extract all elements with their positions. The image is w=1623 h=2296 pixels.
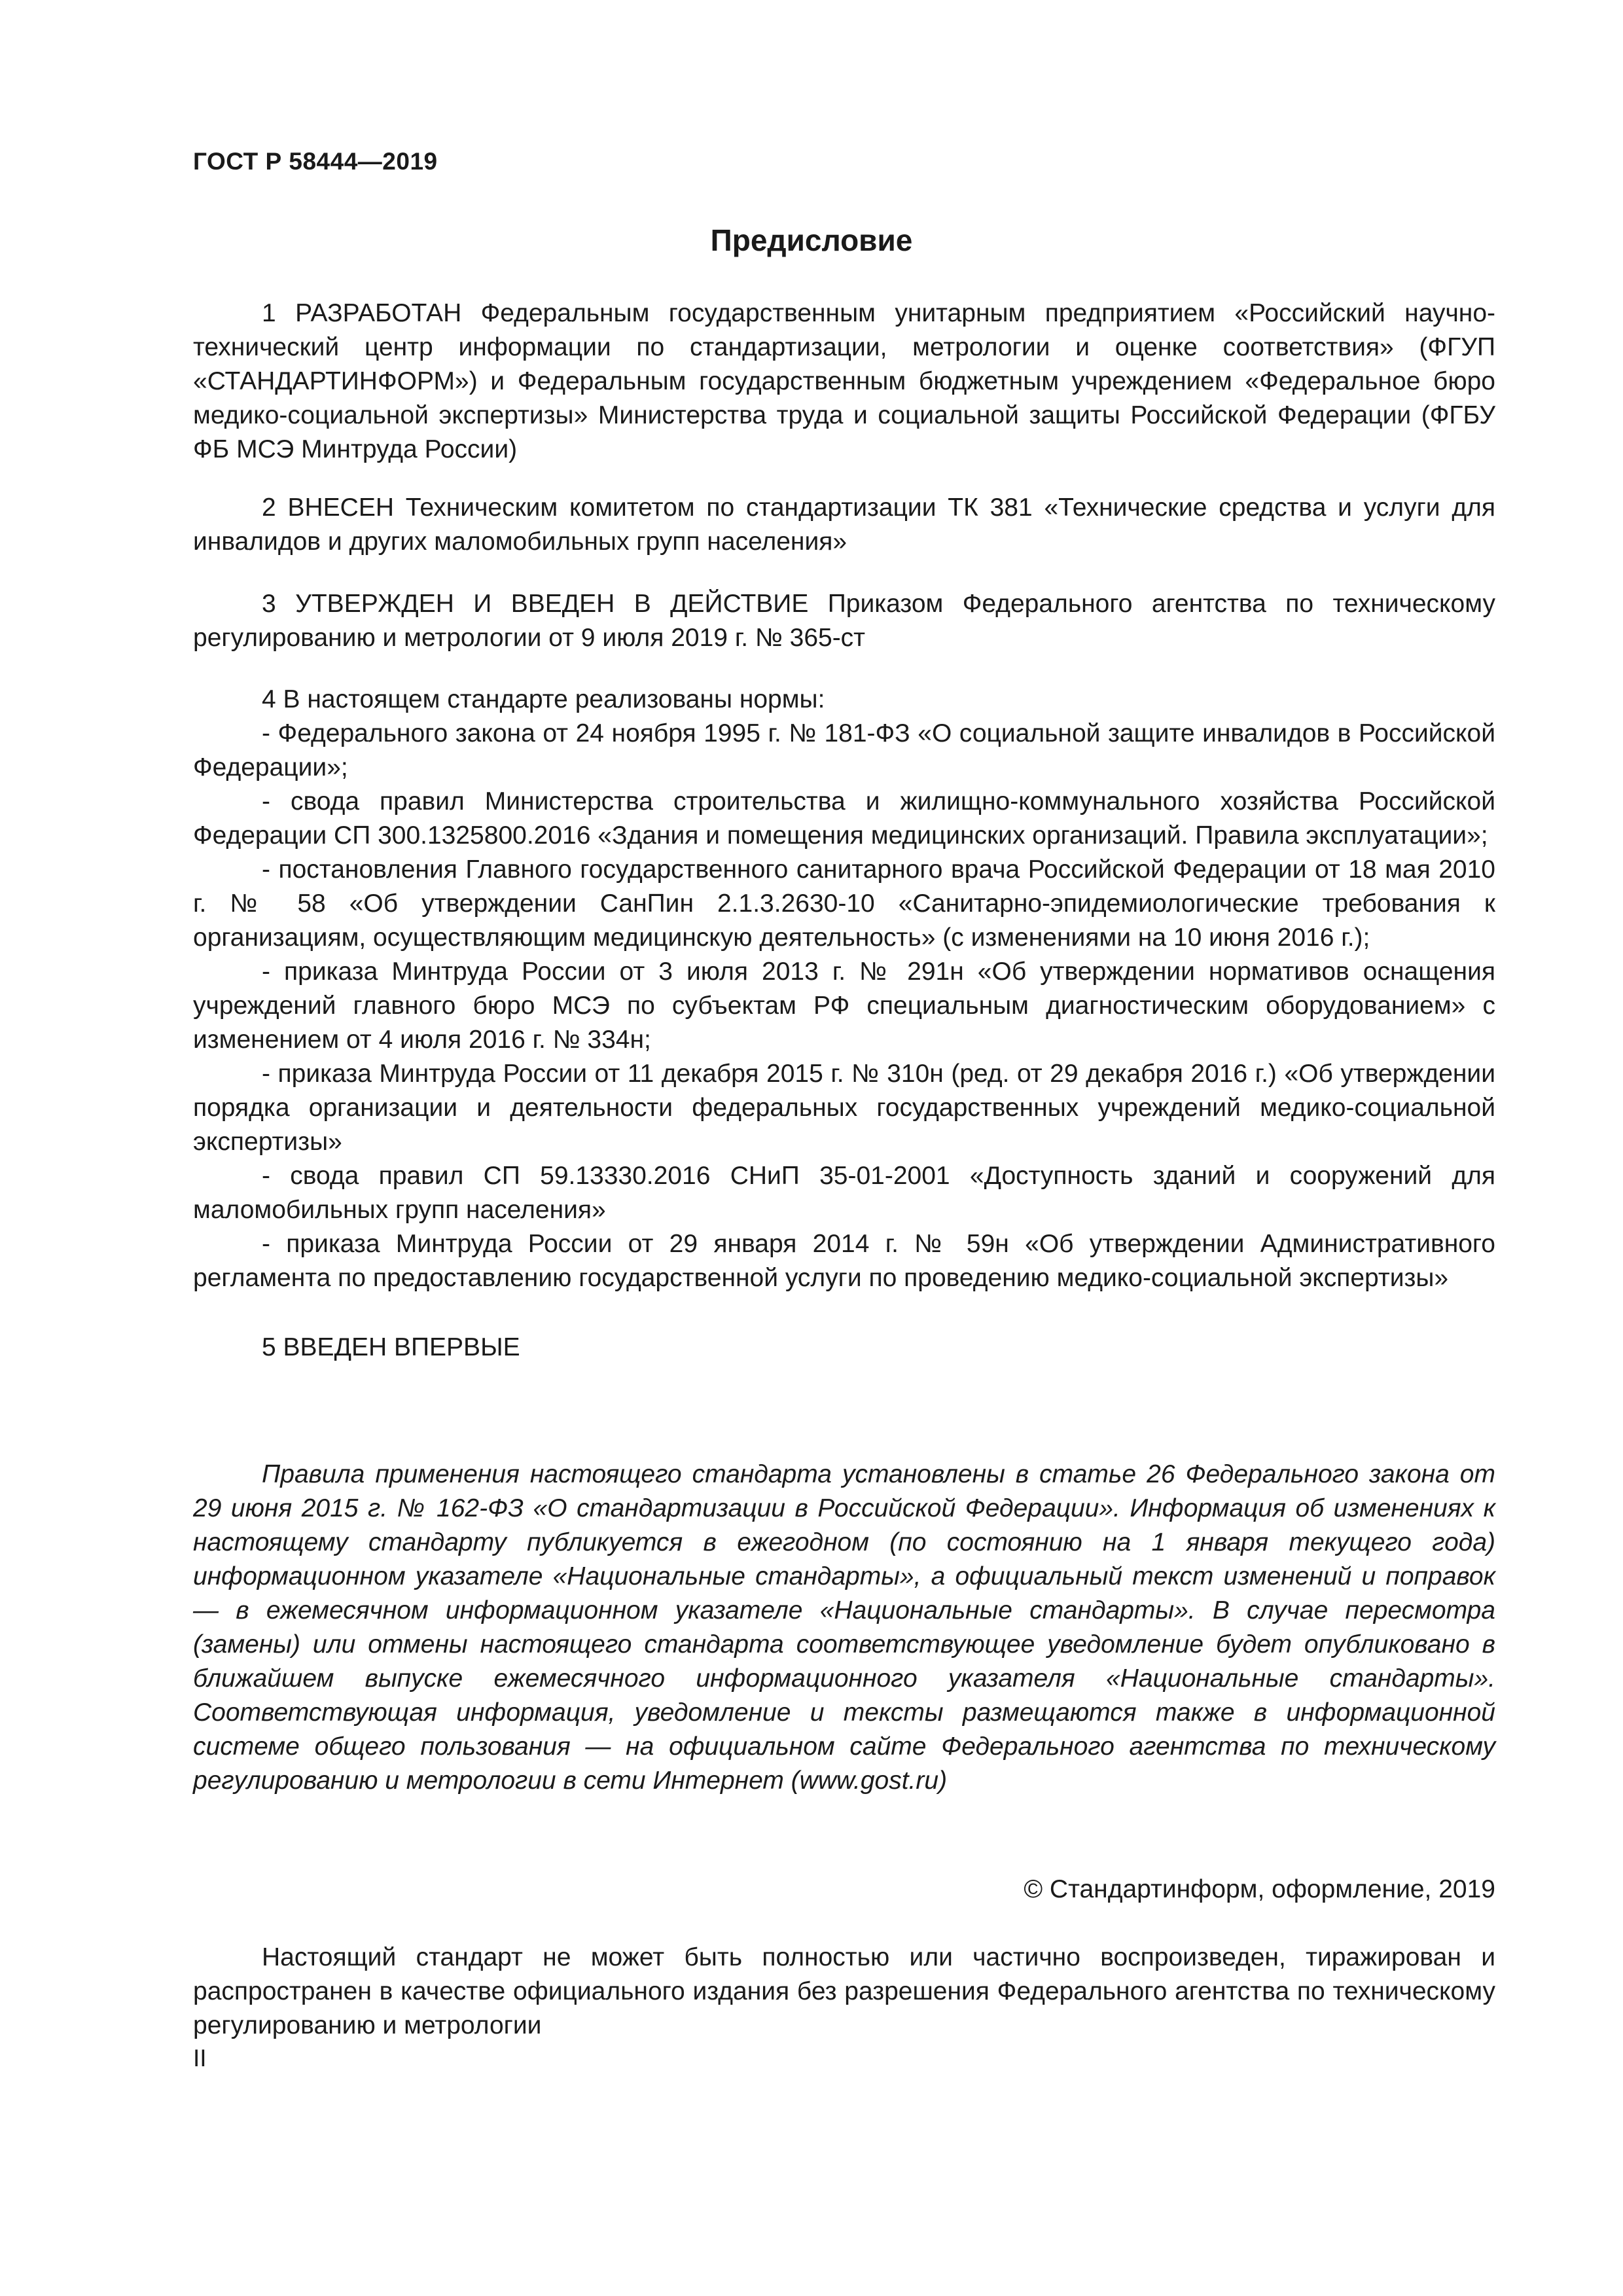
- application-rules-notice: [193, 1458, 1495, 1798]
- norm-list-item: - приказа Минтруда России от 29 января 2014 г. № 59н «Об утверждении Административного регламента по предоставлению государственной услуги по проведению медико-социальной экспертизы»: [193, 1230, 1495, 1292]
- item-5-text: 5 ВВЕДЕН ВПЕРВЫЕ: [262, 1333, 520, 1361]
- item-3-text: 3 УТВЕРЖДЕН И ВВЕДЕН В ДЕЙСТВИЕ Приказом Федерального агентства по техническому регулированию и метрологии от 9 июля 2019 г. № 365-ст: [193, 590, 1495, 652]
- page-number: II: [193, 2045, 207, 2072]
- reproduction-text: Настоящий стандарт не может быть полностью или частично воспроизведен, тиражирован и распространен в качестве официального издания без разрешения Федерального агентства по техническому регулированию и метрологии: [193, 1943, 1495, 2039]
- item-1-text: 1 РАЗРАБОТАН Федеральным государственным унитарным предприятием «Российский научно-технический центр информации по стандартизации, метрологии и оценке соответствия» (ФГУП «СТАНДАРТИНФОРМ») и Федеральным государственным бюджетным учреждением «Федеральное бюро медико-социальной экспертизы» Министерства труда и социальной защиты Российской Федерации (ФГБУ ФБ МСЭ Минтруда России): [193, 299, 1495, 463]
- item-5-first-introduced: [193, 1331, 1495, 1365]
- copyright-line: © Стандартинформ, оформление, 2019: [1024, 1875, 1495, 1903]
- norm-list-item: - приказа Минтруда России от 11 декабря 2015 г. № 310н (ред. от 29 декабря 2016 г.) «Об утверждении порядка организации и деятельности федеральных государственных учреждений медико-социальной экспертизы»: [193, 1060, 1495, 1156]
- item-3-approved: [193, 587, 1495, 655]
- norm-list-item: - приказа Минтруда России от 3 июля 2013 г. № 291н «Об утверждении нормативов оснащения учреждений главного бюро МСЭ по субъектам РФ специальным диагностическим оборудованием» с изменением от 4 июля 2016 г. № 334н;: [193, 958, 1495, 1054]
- norm-list-item: - свода правил Министерства строительства и жилищно-коммунального хозяйства Российской Федерации СП 300.1325800.2016 «Здания и помещения медицинских организаций. Правила эксплуатации»;: [193, 787, 1495, 850]
- notice-text: Правила применения настоящего стандарта установлены в статье 26 Федерального закона от 29 июня 2015 г. № 162-ФЗ «О стандартизации в Российской Федерации». Информация об изменениях к настоящему стандарту публикуется в ежегодном (по состоянию на 1 января текущего года) информационном указателе «Национальные стандарты», а официальный текст изменений и поправок — в ежемесячном информационном указателе «Национальные стандарты». В случае пересмотра (замены) или отмены настоящего стандарта соответствующее уведомление будет опубликовано в ближайшем выпуске ежемесячного информационного указателя «Национальные стандарты». Соответствующая информация, уведомление и тексты размещаются также в информационной системе общего пользования — на официальном сайте Федерального агентства по техническому регулированию и метрологии в сети Интернет (www.gost.ru): [193, 1460, 1495, 1795]
- item-2-text: 2 ВНЕСЕН Техническим комитетом по стандартизации ТК 381 «Технические средства и услуги для инвалидов и других маломобильных групп населения»: [193, 493, 1495, 556]
- item-2-introduced-by: [193, 491, 1495, 559]
- item-4-norms: [193, 683, 1495, 1295]
- document-code: ГОСТ Р 58444—2019: [193, 148, 438, 175]
- norm-list-item: - Федерального закона от 24 ноября 1995 г. № 181-ФЗ «О социальной защите инвалидов в Российской Федерации»;: [193, 719, 1495, 781]
- page-title: Предисловие: [710, 223, 913, 257]
- norm-list-item: - постановления Главного государственного санитарного врача Российской Федерации от 18 мая 2010 г. № 58 «Об утверждении СанПин 2.1.3.2630-10 «Санитарно-эпидемиологические требования к организациям, осуществляющим медицинскую деятельность» (с изменениями на 10 июня 2016 г.);: [193, 855, 1495, 952]
- item-1-developed-by: [193, 296, 1495, 467]
- item-4-intro: 4 В настоящем стандарте реализованы нормы:: [262, 685, 825, 713]
- norm-list-item: - свода правил СП 59.13330.2016 СНиП 35-01-2001 «Доступность зданий и сооружений для маломобильных групп населения»: [193, 1162, 1495, 1224]
- reproduction-notice: [193, 1941, 1495, 2043]
